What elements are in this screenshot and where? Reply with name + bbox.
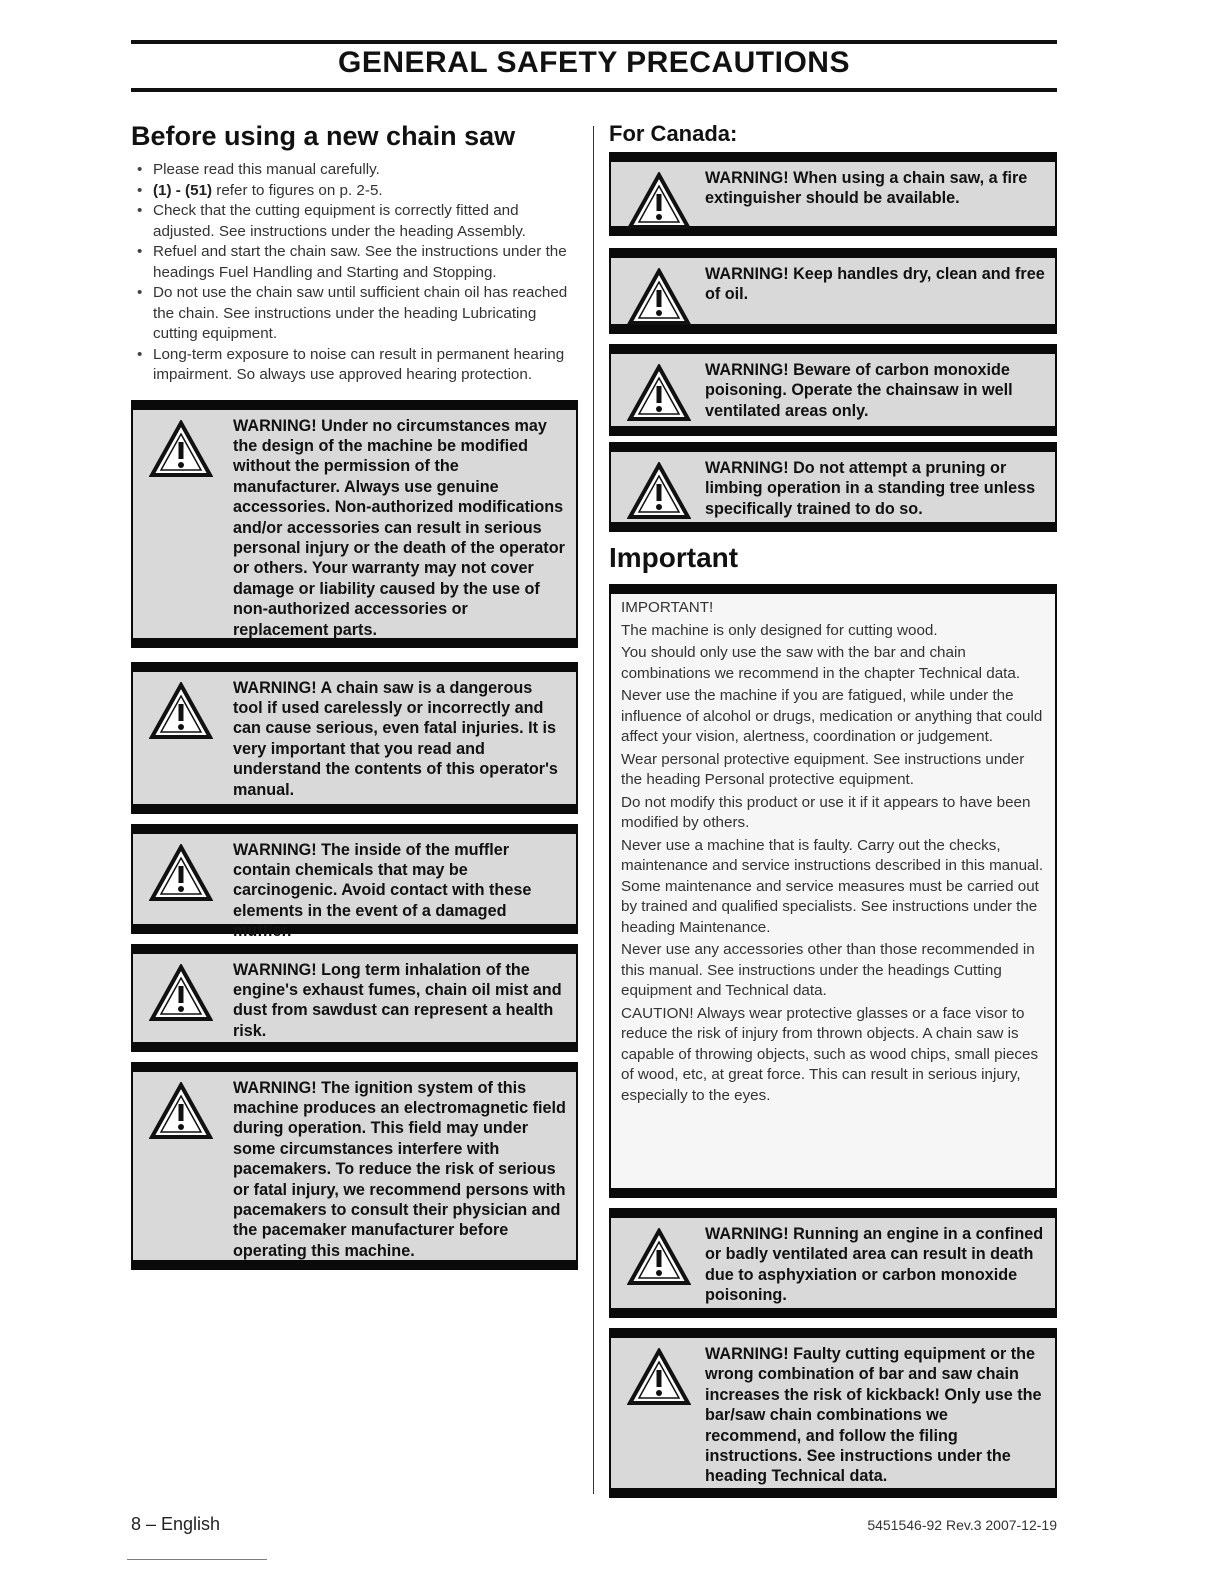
- before-using-heading: Before using a new chain saw: [131, 121, 516, 151]
- important-paragraph: Never use any accessories other than those recommended in this manual. See instructions under the headings Cutting equipment and Technical data.: [621, 941, 1035, 999]
- list-item-text: Please read this manual carefully.: [153, 161, 380, 178]
- warning-text: WARNING! The ignition system of this machine produces an electromagnetic field during operation. This field may under some circumstances interfere with pacemakers. To reduce the risk of serious or fatal injury, we recommend persons with pacemakers to consult their physician and the pacemaker manufacturer before operating this machine.: [233, 1078, 566, 1260]
- warning-triangle-icon: [149, 844, 213, 902]
- warning-triangle-icon: [149, 1082, 213, 1140]
- page-number: 8 – English: [131, 1514, 221, 1534]
- warning-box: [131, 824, 578, 941]
- list-item: [131, 345, 578, 386]
- scan-edge-line: [127, 1559, 267, 1560]
- warning-text: WARNING! Faulty cutting equipment or the wrong combination of bar and saw chain increases the risk of kickback! Only use the bar/saw chain combinations we recommend, and follow the filing instructions. See instructions under the heading Technical data.: [705, 1345, 1042, 1486]
- warning-box: [609, 1328, 1057, 1498]
- title-rule: [131, 88, 1057, 92]
- warning-box: [131, 1062, 578, 1270]
- list-item-text: Check that the cutting equipment is correctly fitted and adjusted. See instructions under the heading Assembly.: [153, 202, 526, 240]
- important-paragraph: Wear personal protective equipment. See instructions under the heading Personal protective equipment.: [621, 750, 1025, 788]
- important-paragraph: Do not modify this product or use it if it appears to have been modified by others.: [621, 793, 1031, 831]
- warning-text: WARNING! Under no circumstances may the design of the machine be modified without the permission of the manufacturer. Always use genuine accessories. Non-authorized modifications and/or accessories can result in serious personal injury or the death of the operator or others. Your warranty may not cover damage or liability caused by the use of non-authorized accessories or replacement parts.: [233, 416, 565, 639]
- important-paragraph: Never use the machine if you are fatigued, while under the influence of alcohol or drugs, medication or anything that could affect your vision, alertness, coordination or judgement.: [621, 687, 1043, 745]
- page-title: GENERAL SAFETY PRECAUTIONS: [338, 46, 850, 79]
- list-item: [131, 160, 578, 181]
- top-rule: [131, 40, 1057, 44]
- document-reference: 5451546-92 Rev.3 2007-12-19: [867, 1517, 1057, 1533]
- list-item-text: Refuel and start the chain saw. See the instructions under the headings Fuel Handling and Starting and Stopping.: [153, 243, 567, 281]
- warning-box: [609, 442, 1057, 532]
- warning-box: [609, 1208, 1057, 1318]
- important-paragraph: Never use a machine that is faulty. Carry out the checks, maintenance and service instructions described in this manual. Some maintenance and service measures must be carried out by trained and qualified specialists. See instructions under the heading Maintenance.: [621, 836, 1044, 936]
- warning-triangle-icon: [627, 1348, 691, 1406]
- warning-box: [131, 662, 578, 814]
- list-item: [131, 283, 578, 345]
- warning-box: [609, 152, 1057, 236]
- important-heading: Important: [609, 542, 739, 573]
- important-paragraph: IMPORTANT!: [621, 599, 714, 616]
- list-item: [131, 181, 578, 202]
- list-item: [131, 242, 578, 283]
- warning-triangle-icon: [149, 682, 213, 740]
- warning-triangle-icon: [149, 964, 213, 1022]
- warning-triangle-icon: [627, 462, 691, 520]
- warning-text: WARNING! Keep handles dry, clean and free of oil.: [705, 265, 1045, 304]
- important-paragraph: You should only use the saw with the bar and chain combinations we recommend in the chapter Technical data.: [621, 644, 1021, 682]
- warning-triangle-icon: [627, 172, 691, 230]
- column-divider: [593, 126, 594, 1494]
- warning-box: [609, 248, 1057, 334]
- warning-triangle-icon: [627, 364, 691, 422]
- list-item: [131, 201, 578, 242]
- warning-box: [131, 944, 578, 1052]
- important-paragraph: The machine is only designed for cutting wood.: [621, 621, 938, 639]
- important-paragraph: CAUTION! Always wear protective glasses or a face visor to reduce the risk of injury from thrown objects. A chain saw is capable of throwing objects, such as wood chips, small pieces of wood, etc, at great force. This can result in serious injury, especially to the eyes.: [621, 1004, 1039, 1104]
- list-item-text: Long-term exposure to noise can result in permanent hearing impairment. So always use approved hearing protection.: [153, 345, 565, 383]
- instruction-list: [131, 160, 578, 386]
- important-box: [609, 584, 1057, 1198]
- warning-text: WARNING! Do not attempt a pruning or limbing operation in a standing tree unless specifically trained to do so.: [705, 459, 1036, 518]
- warning-triangle-icon: [627, 1228, 691, 1286]
- warning-triangle-icon: [149, 420, 213, 478]
- warning-text: WARNING! A chain saw is a dangerous tool if used carelessly or incorrectly and can cause serious, even fatal injuries. It is very important that you read and understand the contents of this operator's manual.: [233, 678, 558, 799]
- right-column: [609, 118, 1057, 1498]
- warning-text: WARNING! Running an engine in a confined or badly ventilated area can result in death due to asphyxiation or carbon monoxide poisoning.: [705, 1225, 1044, 1305]
- canada-heading: For Canada:: [609, 121, 738, 146]
- list-item-text: refer to figures on p. 2-5.: [212, 181, 383, 199]
- warning-box: [609, 344, 1057, 436]
- figure-ref: (1) - (51): [153, 181, 213, 199]
- left-column: [131, 118, 578, 1270]
- warning-text: WARNING! When using a chain saw, a fire extinguisher should be available.: [705, 169, 1028, 208]
- warning-triangle-icon: [627, 268, 691, 326]
- warning-text: WARNING! The inside of the muffler contain chemicals that may be carcinogenic. Avoid contact with these elements in the event of a damaged muffler.: [233, 840, 532, 941]
- list-item-text: Do not use the chain saw until sufficient chain oil has reached the chain. See instructions under the heading Lubricating cutting equipment.: [153, 284, 568, 342]
- warning-box: [131, 400, 578, 648]
- warning-text: WARNING! Long term inhalation of the engine's exhaust fumes, chain oil mist and dust from sawdust can represent a health risk.: [233, 960, 562, 1040]
- warning-text: WARNING! Beware of carbon monoxide poisoning. Operate the chainsaw in well ventilated areas only.: [705, 361, 1013, 420]
